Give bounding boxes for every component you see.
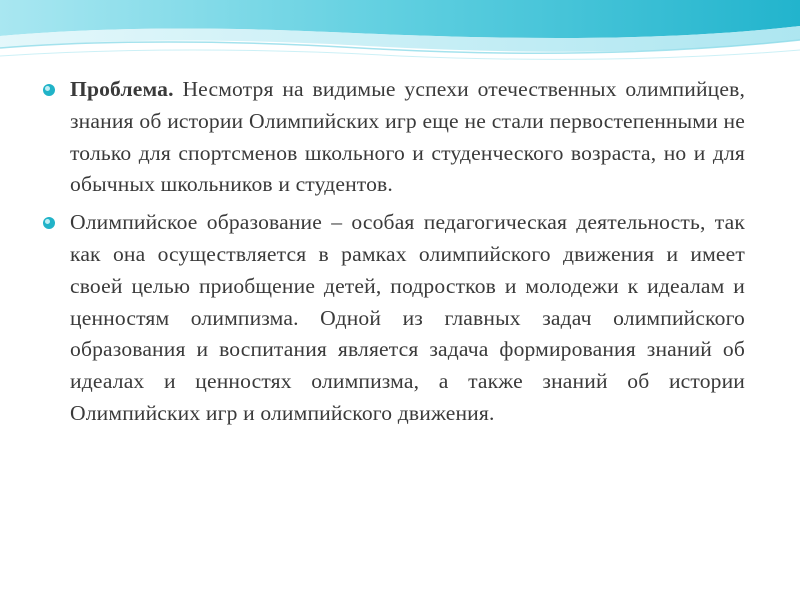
bullet-lead: Проблема.: [70, 77, 174, 101]
bullet-dot-icon: [43, 84, 55, 96]
bullet-olympic-education: [40, 207, 745, 430]
bullet-dot-icon: [43, 217, 55, 229]
slide-content: [40, 74, 745, 436]
bullet-text: Несмотря на видимые успехи отечественных олимпийцев, знания об истории Олимпийских игр еще не стали первостепенными не только для спортсменов школьного и студенческого возраста, но и для обычных школьников и студентов.: [70, 77, 745, 197]
bullet-problem: [40, 74, 745, 201]
bullet-text: Олимпийское образование – особая педагогическая деятельность, так как она осуществляется в рамках олимпийского движения и имеет своей целью приобщение детей, подростков и молодежи к идеалам и ценностям олимпизма. Одной из главных задач олимпийского образования и воспитания является задача формирования знаний об идеалах и ценностях олимпизма, а также знаний об истории Олимпийских игр и олимпийского движения.: [70, 210, 745, 425]
wave-header-decoration: [0, 0, 800, 80]
